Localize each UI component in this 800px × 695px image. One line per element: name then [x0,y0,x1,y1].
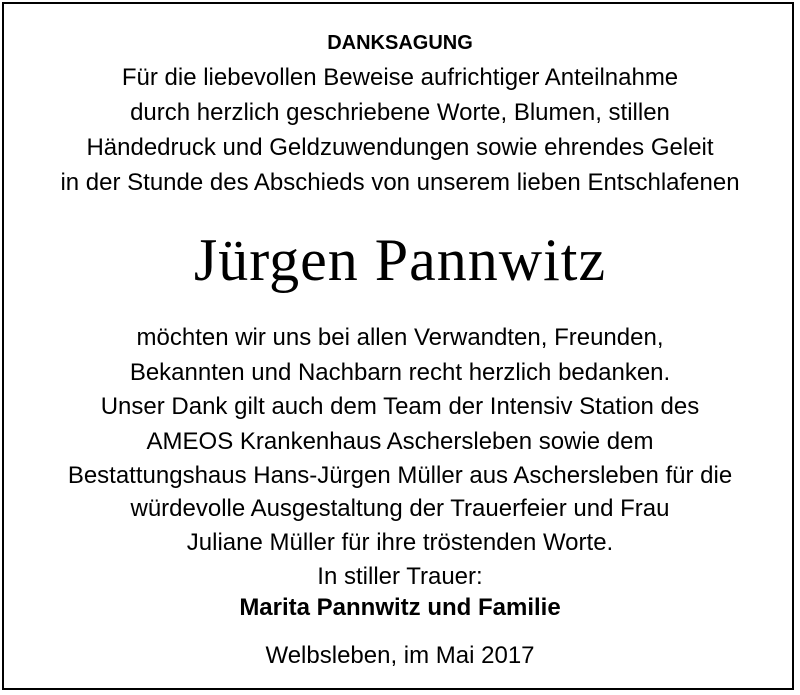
body-line-6: würdevolle Ausgestaltung der Trauerfeier und Frau [130,495,670,522]
body-line-1: möchten wir uns bei allen Verwandten, Freunden, [136,324,664,351]
mourning-label: In stiller Trauer: [317,563,483,590]
intro-line-2: durch herzlich geschriebene Worte, Blumen, stillen [130,99,670,126]
deceased-name: Jürgen Pannwitz [193,227,607,293]
family-signature: Marita Pannwitz und Familie [239,594,561,621]
body-line-7: Juliane Müller für ihre tröstenden Worte. [186,529,614,556]
intro-line-3: Händedruck und Geldzuwendungen sowie ehrendes Geleit [86,134,714,161]
body-line-3: Unser Dank gilt auch dem Team der Intensiv Station des [100,393,700,420]
intro-line-4: in der Stunde des Abschieds von unserem lieben Entschlafenen [60,169,740,196]
body-line-4: AMEOS Krankenhaus Aschersleben sowie dem [146,428,654,455]
place-date: Welbsleben, im Mai 2017 [265,642,535,669]
notice-heading: DANKSAGUNG [327,32,473,54]
body-line-5: Bestattungshaus Hans-Jürgen Müller aus Aschersleben für die [67,462,733,489]
intro-line-1: Für die liebevollen Beweise aufrichtiger Anteilnahme [121,64,679,91]
body-line-2: Bekannten und Nachbarn recht herzlich bedanken. [129,359,671,386]
